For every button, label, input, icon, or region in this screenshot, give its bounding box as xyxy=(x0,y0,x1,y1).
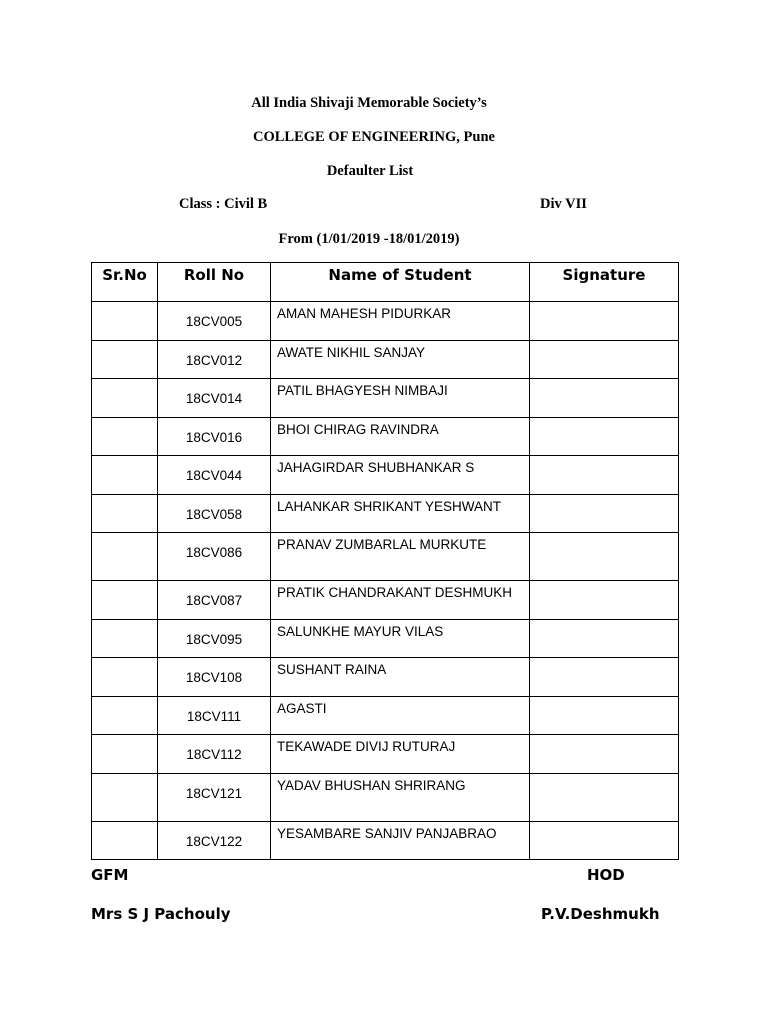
roll-no-cell: 18CV108 xyxy=(158,658,271,697)
signature-cell xyxy=(530,379,679,418)
student-name-cell: TEKAWADE DIVIJ RUTURAJ xyxy=(271,735,530,774)
student-name-cell: SALUNKHE MAYUR VILAS xyxy=(271,620,530,658)
student-name-cell: YESAMBARE SANJIV PANJABRAO xyxy=(271,822,530,860)
table-row xyxy=(92,302,679,341)
student-name-cell: BHOI CHIRAG RAVINDRA xyxy=(271,418,530,456)
sr-no-cell xyxy=(92,418,158,456)
roll-no-cell: 18CV086 xyxy=(158,533,271,581)
signature-cell xyxy=(530,735,679,774)
column-header-sr-no: Sr.No xyxy=(92,263,158,302)
signature-cell xyxy=(530,302,679,341)
roll-no-cell: 18CV122 xyxy=(158,822,271,860)
signature-cell xyxy=(530,822,679,860)
sr-no-cell xyxy=(92,735,158,774)
signature-cell xyxy=(530,418,679,456)
sr-no-cell xyxy=(92,697,158,735)
society-name-text: All India Shivaji Memorable Society’s xyxy=(251,95,487,111)
sr-no-cell xyxy=(92,341,158,379)
roll-no-cell: 18CV044 xyxy=(158,456,271,495)
class-label: Class : Civil B xyxy=(179,196,268,212)
signature-cell xyxy=(530,341,679,379)
table-row xyxy=(92,456,679,495)
roll-no-cell: 18CV058 xyxy=(158,495,271,533)
student-name-cell: AWATE NIKHIL SANJAY xyxy=(271,341,530,379)
table-row xyxy=(92,418,679,456)
signature-cell xyxy=(530,658,679,697)
signature-cell xyxy=(530,620,679,658)
college-name xyxy=(0,129,758,146)
table-row xyxy=(92,735,679,774)
signature-cell xyxy=(530,581,679,620)
roll-no-cell: 18CV121 xyxy=(158,774,271,822)
table-row xyxy=(92,774,679,822)
sr-no-cell xyxy=(92,620,158,658)
roll-no-cell: 18CV095 xyxy=(158,620,271,658)
student-name-cell: AMAN MAHESH PIDURKAR xyxy=(271,302,530,341)
date-range-text: From (1/01/2019 -18/01/2019) xyxy=(278,231,460,247)
hod-label: HOD xyxy=(587,866,625,884)
sr-no-cell xyxy=(92,774,158,822)
sr-no-cell xyxy=(92,302,158,341)
sr-no-cell xyxy=(92,456,158,495)
roll-no-cell: 18CV087 xyxy=(158,581,271,620)
table-row xyxy=(92,697,679,735)
table-row xyxy=(92,581,679,620)
defaulter-table xyxy=(91,262,679,860)
gfm-label: GFM xyxy=(91,866,129,884)
list-title-text: Defaulter List xyxy=(326,163,414,179)
gfm-name: Mrs S J Pachouly xyxy=(91,905,231,923)
roll-no-cell: 18CV005 xyxy=(158,302,271,341)
signature-cell xyxy=(530,774,679,822)
student-name-cell: LAHANKAR SHRIKANT YESHWANT xyxy=(271,495,530,533)
signature-cell xyxy=(530,697,679,735)
student-name-cell: PATIL BHAGYESH NIMBAJI xyxy=(271,379,530,418)
table-row xyxy=(92,533,679,581)
roll-no-cell: 18CV012 xyxy=(158,341,271,379)
signature-cell xyxy=(530,533,679,581)
sr-no-cell xyxy=(92,581,158,620)
college-name-text: COLLEGE OF ENGINEERING, Pune xyxy=(253,129,495,145)
column-header-roll-no: Roll No xyxy=(158,263,271,302)
table-row xyxy=(92,341,679,379)
sr-no-cell xyxy=(92,379,158,418)
date-range xyxy=(0,231,753,248)
student-name-cell: PRATIK CHANDRAKANT DESHMUKH xyxy=(271,581,530,620)
hod-name: P.V.Deshmukh xyxy=(541,905,660,923)
table-row xyxy=(92,658,679,697)
student-name-cell: AGASTI xyxy=(271,697,530,735)
student-name-cell: JAHAGIRDAR SHUBHANKAR S xyxy=(271,456,530,495)
table-row xyxy=(92,379,679,418)
roll-no-cell: 18CV111 xyxy=(158,697,271,735)
roll-no-cell: 18CV014 xyxy=(158,379,271,418)
table-row xyxy=(92,495,679,533)
society-name xyxy=(0,95,753,112)
table-row xyxy=(92,822,679,860)
sr-no-cell xyxy=(92,533,158,581)
table-row xyxy=(92,620,679,658)
column-header-name: Name of Student xyxy=(271,263,530,302)
list-title xyxy=(0,163,754,180)
student-name-cell: SUSHANT RAINA xyxy=(271,658,530,697)
roll-no-cell: 18CV016 xyxy=(158,418,271,456)
table-header-row xyxy=(92,263,679,302)
sr-no-cell xyxy=(92,822,158,860)
student-name-cell: YADAV BHUSHAN SHRIRANG xyxy=(271,774,530,822)
signature-cell xyxy=(530,456,679,495)
signature-cell xyxy=(530,495,679,533)
roll-no-cell: 18CV112 xyxy=(158,735,271,774)
student-name-cell: PRANAV ZUMBARLAL MURKUTE xyxy=(271,533,530,581)
sr-no-cell xyxy=(92,658,158,697)
column-header-signature: Signature xyxy=(530,263,679,302)
sr-no-cell xyxy=(92,495,158,533)
div-label: Div VII xyxy=(540,196,587,212)
